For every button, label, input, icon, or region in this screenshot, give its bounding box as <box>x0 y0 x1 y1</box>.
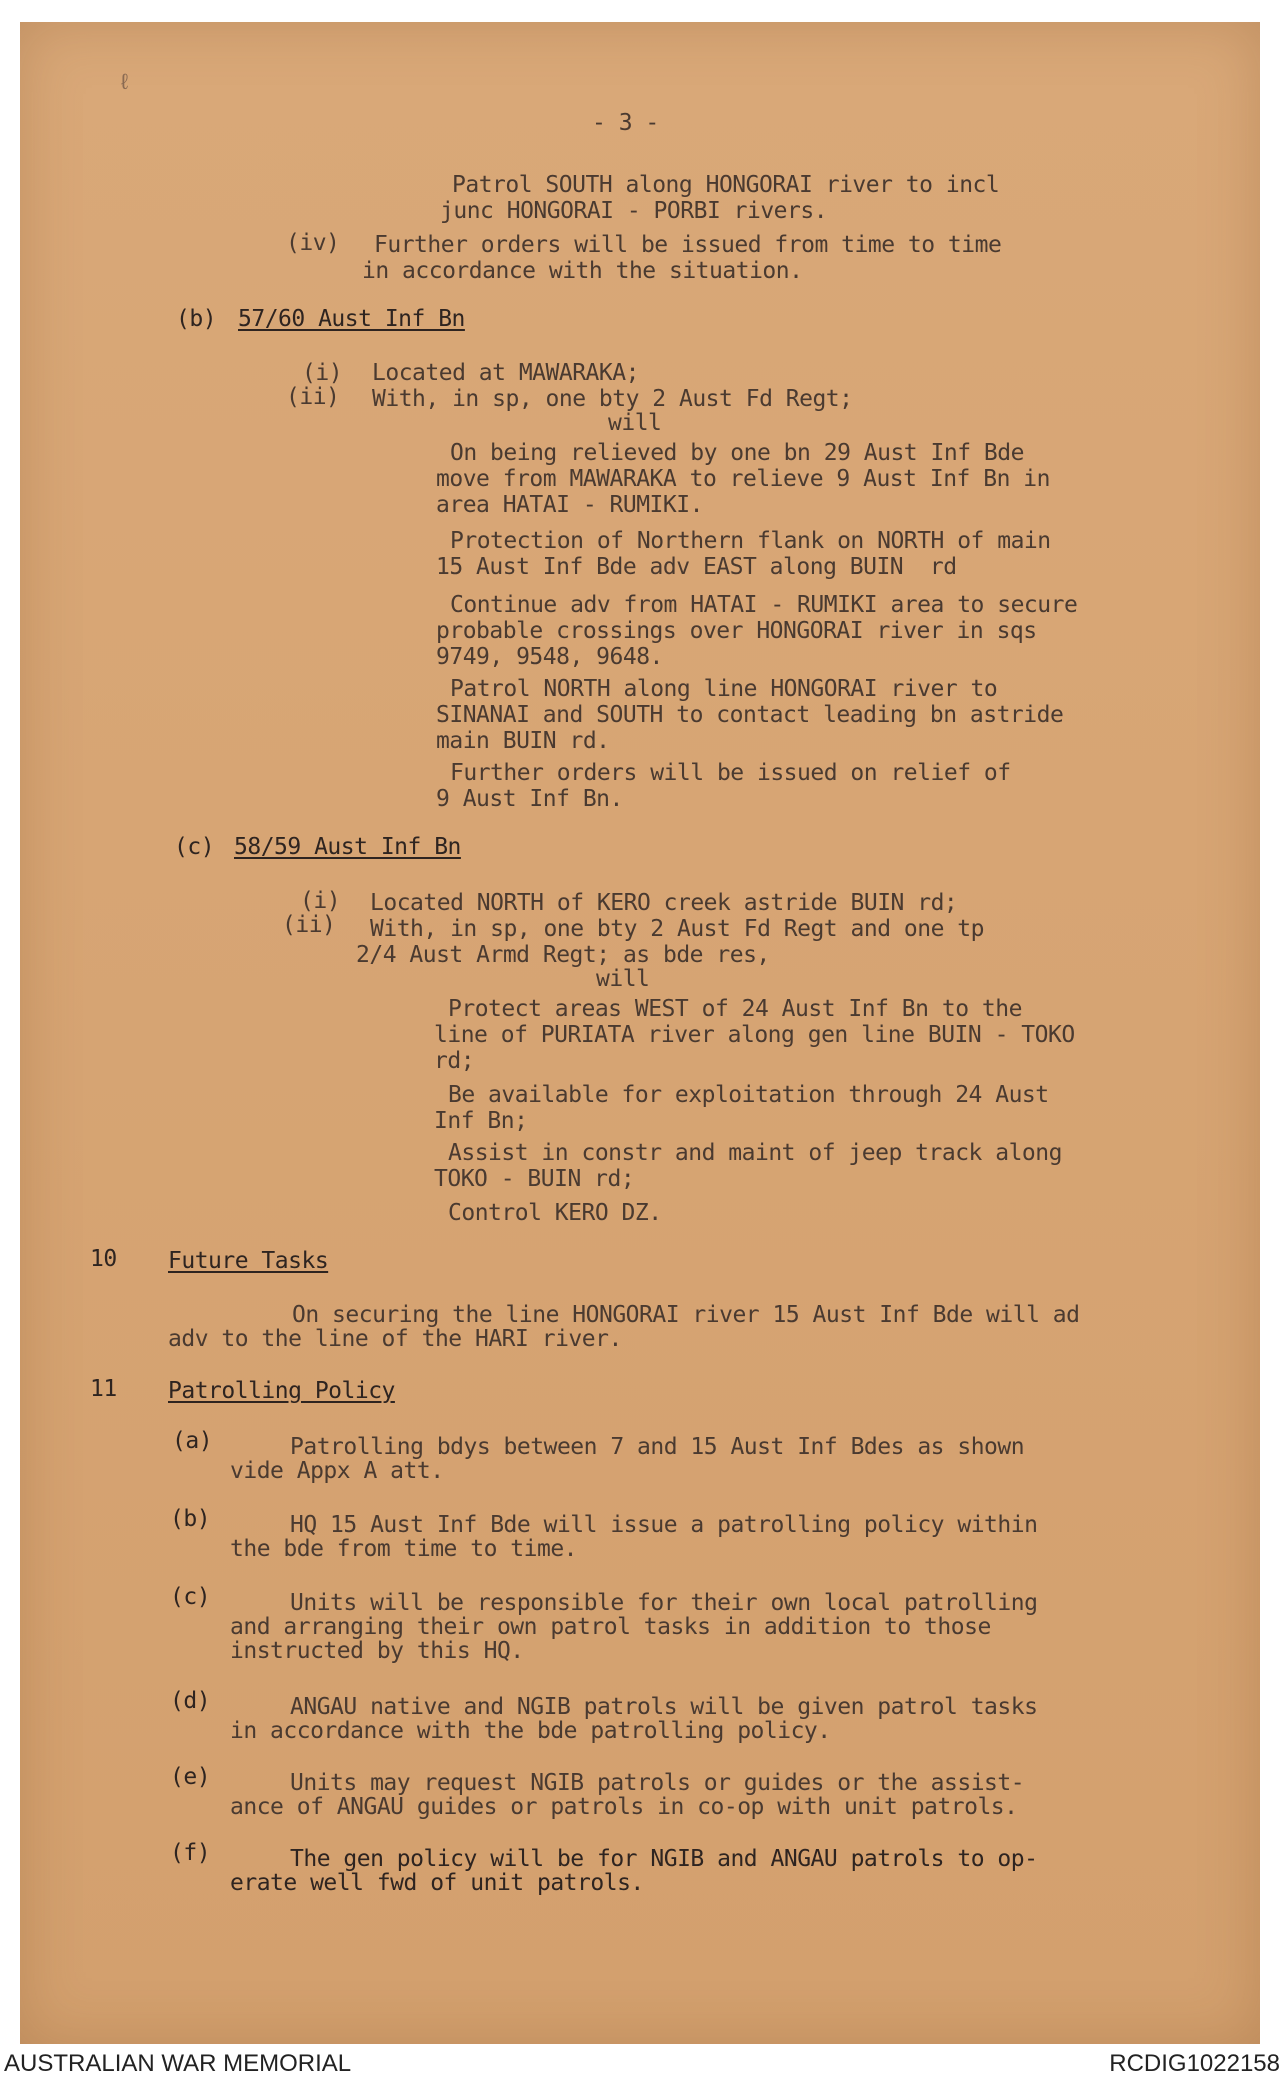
text-line: Located at MAWARAKA; <box>372 360 639 386</box>
text-line: (b) <box>170 1506 211 1532</box>
text-line: Further orders will be issued on relief of <box>450 760 1011 786</box>
text-line: (ii) <box>286 384 340 410</box>
text-line: in accordance with the situation. <box>362 258 803 284</box>
text-line: junc HONGORAI - PORBI rivers. <box>440 198 828 224</box>
text-line: instructed by this HQ. <box>230 1638 524 1664</box>
text-line: Patrolling bdys between 7 and 15 Aust Inf Bdes as shown <box>290 1434 1025 1460</box>
text-line: (b) <box>176 306 217 332</box>
text-line: On being relieved by one bn 29 Aust Inf Bde <box>450 440 1024 466</box>
footer-institution: AUSTRALIAN WAR MEMORIAL <box>4 2050 352 2077</box>
text-line: (iv) <box>286 230 340 256</box>
text-line: Further orders will be issued from time to time <box>374 232 1002 258</box>
margin-mark: ℓ <box>118 70 132 95</box>
text-line: Control KERO DZ. <box>448 1200 662 1226</box>
text-line: The gen policy will be for NGIB and ANGAU patrols to op- <box>290 1846 1038 1872</box>
text-line: With, in sp, one bty 2 Aust Fd Regt and one tp <box>370 916 984 942</box>
text-line: (a) <box>172 1428 213 1454</box>
text-line: Continue adv from HATAI - RUMIKI area to secure <box>450 592 1078 618</box>
text-line: rd; <box>434 1048 475 1074</box>
text-line: Be available for exploitation through 24 Aust <box>448 1082 1049 1108</box>
text-line: (f) <box>170 1840 211 1866</box>
text-line: erate well fwd of unit patrols. <box>230 1870 644 1896</box>
text-line: move from MAWARAKA to relieve 9 Aust Inf Bn in <box>436 466 1050 492</box>
text-line: 58/59 Aust Inf Bn <box>234 834 461 860</box>
text-line: Patrol SOUTH along HONGORAI river to incl <box>452 172 1000 198</box>
text-line: HQ 15 Aust Inf Bde will issue a patrolling policy within <box>290 1512 1038 1538</box>
text-line: TOKO - BUIN rd; <box>434 1166 635 1192</box>
text-line: line of PURIATA river along gen line BUIN - TOKO <box>434 1022 1075 1048</box>
text-line: ANGAU native and NGIB patrols will be given patrol tasks <box>290 1694 1038 1720</box>
text-line: (e) <box>170 1764 211 1790</box>
text-line: Protect areas WEST of 24 Aust Inf Bn to the <box>448 996 1022 1022</box>
text-line: Inf Bn; <box>434 1108 528 1134</box>
text-line: the bde from time to time. <box>230 1536 578 1562</box>
text-line: vide Appx A att. <box>230 1458 444 1484</box>
text-line: Patrolling Policy <box>168 1378 395 1404</box>
text-line: Patrol NORTH along line HONGORAI river to <box>450 676 998 702</box>
text-line: adv to the line of the HARI river. <box>168 1326 622 1352</box>
text-line: probable crossings over HONGORAI river in sqs <box>436 618 1037 644</box>
text-line: 57/60 Aust Inf Bn <box>238 306 465 332</box>
text-line: Future Tasks <box>168 1248 329 1274</box>
text-line: With, in sp, one bty 2 Aust Fd Regt; <box>372 386 853 412</box>
text-line: (c) <box>174 834 215 860</box>
text-line: and arranging their own patrol tasks in addition to those <box>230 1614 991 1640</box>
text-line: Protection of Northern flank on NORTH of main <box>450 528 1051 554</box>
text-line: SINANAI and SOUTH to contact leading bn astride <box>436 702 1064 728</box>
text-line: 10 <box>90 1246 117 1272</box>
text-line: 11 <box>90 1376 117 1402</box>
text-line: area HATAI - RUMIKI. <box>436 492 703 518</box>
text-line: 9749, 9548, 9648. <box>436 644 663 670</box>
text-line: main BUIN rd. <box>436 728 610 754</box>
text-line: Units may request NGIB patrols or guides or the assist- <box>290 1770 1025 1796</box>
page-number: - 3 - <box>592 110 659 136</box>
text-line: (ii) <box>282 912 336 938</box>
text-line: On securing the line HONGORAI river 15 Aust Inf Bde will ad <box>292 1302 1080 1328</box>
footer-item-id: RCDIG1022158 <box>1109 2050 1280 2077</box>
text-line: 9 Aust Inf Bn. <box>436 786 623 812</box>
text-line: Located NORTH of KERO creek astride BUIN rd; <box>370 890 958 916</box>
text-line: 15 Aust Inf Bde adv EAST along BUIN rd <box>436 554 957 580</box>
text-line: Assist in constr and maint of jeep track along <box>448 1140 1062 1166</box>
text-line: (d) <box>170 1688 211 1714</box>
text-line: ance of ANGAU guides or patrols in co-op with unit patrols. <box>230 1794 1018 1820</box>
text-line: in accordance with the bde patrolling policy. <box>230 1718 831 1744</box>
text-line: (c) <box>170 1584 211 1610</box>
text-line: Units will be responsible for their own local patrolling <box>290 1590 1038 1616</box>
text-line: (i) <box>302 360 343 386</box>
text-line: will <box>596 966 650 992</box>
text-line: 2/4 Aust Armd Regt; as bde res, <box>356 942 770 968</box>
text-line: will <box>608 410 662 436</box>
text-line: (i) <box>300 888 341 914</box>
